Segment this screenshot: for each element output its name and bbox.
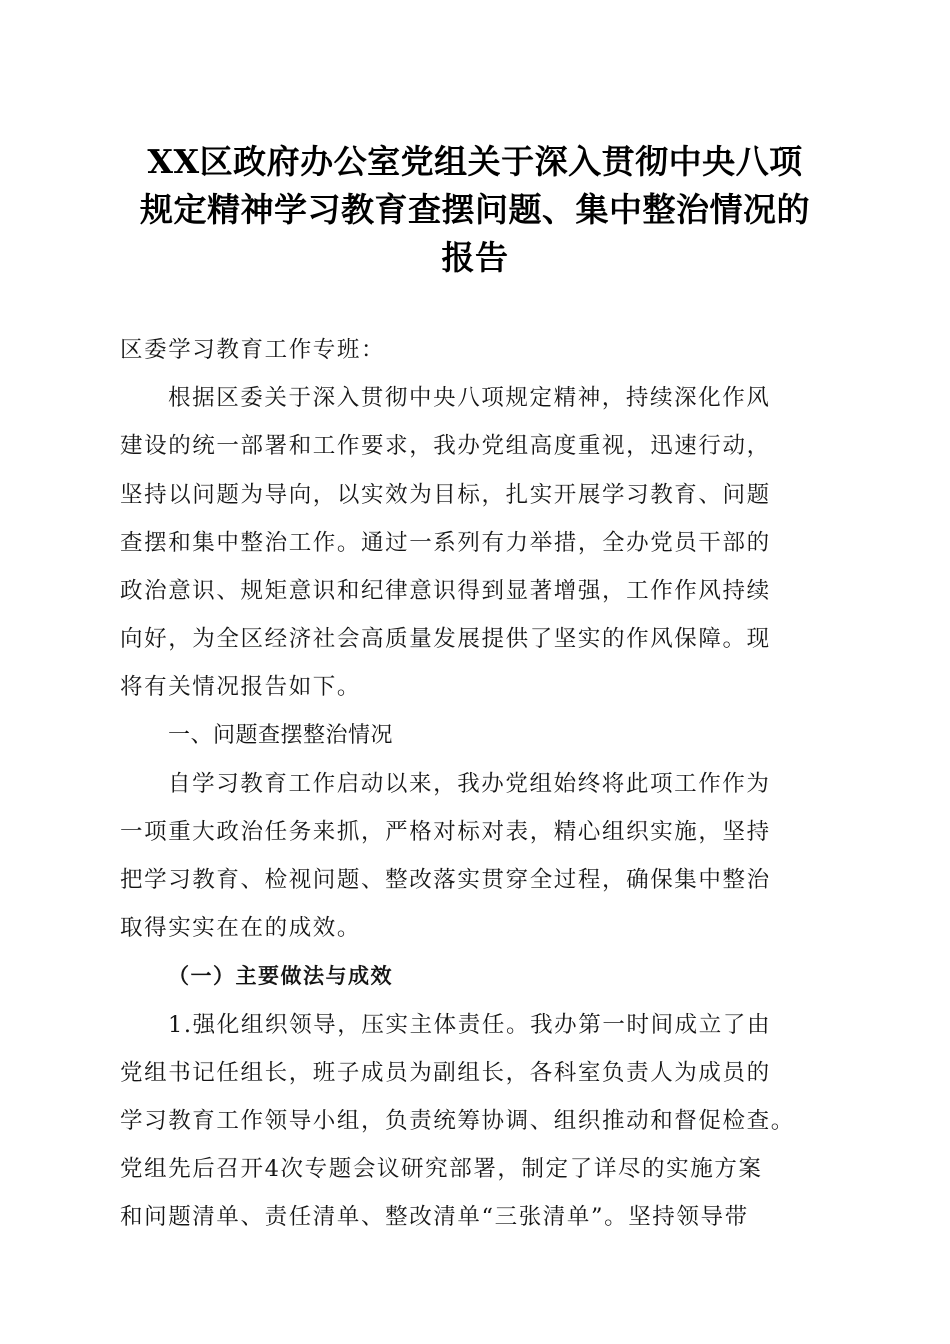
paragraph-line: 查摆和集中整治工作。通过一系列有力举措，全办党员干部的 [120,529,771,556]
title-line: 规定精神学习教育查摆问题、集中整治情况的 [140,190,810,229]
document-body [120,326,840,1242]
paragraph-line: 一项重大政治任务来抓，严格对标对表，精心组织实施，坚持 [120,818,771,845]
section-heading: 一、问题查摆整治情况 [168,722,394,748]
paragraph-line: 学习教育工作领导小组，负责统筹协调、组织推动和督促检查。 [120,1108,795,1134]
paragraph-line: 把学习教育、检视问题、整改落实贯穿全过程，确保集中整治 [120,867,771,894]
paragraph-line: 自学习教育工作启动以来，我办党组始终将此项工作作为 [168,770,771,797]
paragraph-line: 根据区委关于深入贯彻中央八项规定精神，持续深化作风 [168,385,771,412]
subsection-heading: （一）主要做法与成效 [168,963,393,989]
paragraph-line: 和问题清单、责任清单、整改清单“三张清单”。坚持领导带 [120,1204,749,1231]
salutation: 区委学习教育工作专班： [120,337,386,363]
paragraph-line: 党组书记任组长，班子成员为副组长，各科室负责人为成员的 [120,1059,771,1086]
paragraph-line: 党组先后召开4次专题会议研究部署，制定了详尽的实施方案 [120,1156,763,1183]
document-title [100,138,850,282]
paragraph-line: 政治意识、规矩意识和纪律意识得到显著增强，工作作风持续 [120,577,771,604]
paragraph-line: 建设的统一部署和工作要求，我办党组高度重视，迅速行动， [120,433,771,460]
title-line: XX区政府办公室党组关于深入贯彻中央八项 [147,142,803,181]
paragraph-line: 坚持以问题为导向，以实效为目标，扎实开展学习教育、问题 [120,481,771,508]
paragraph-line: 将有关情况报告如下。 [120,674,362,701]
paragraph-line: 向好，为全区经济社会高质量发展提供了坚实的作风保障。现 [120,626,771,653]
paragraph-line: 取得实实在在的成效。 [120,915,362,942]
paragraph-line: 1.强化组织领导，压实主体责任。我办第一时间成立了由 [168,1011,772,1038]
title-line: 报告 [441,238,509,277]
